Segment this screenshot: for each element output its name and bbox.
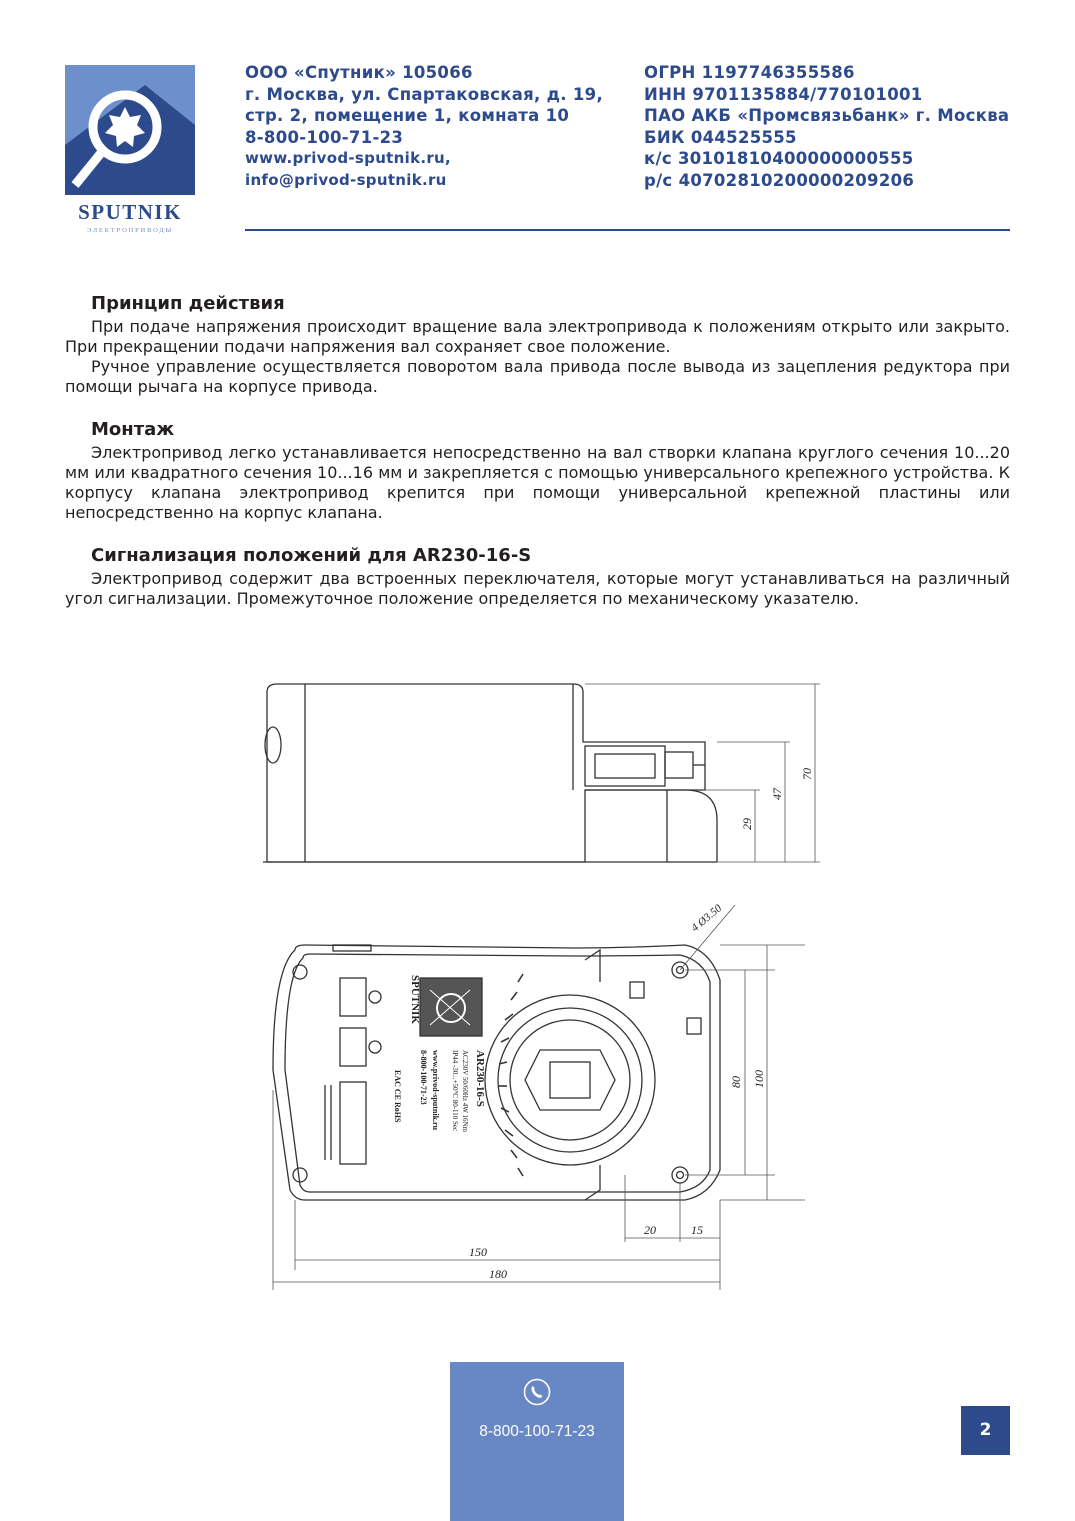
section-mounting (65, 417, 1010, 523)
requisite-line: ИНН 9701135884/770101001 (644, 84, 923, 104)
email-link[interactable]: info@privod-sputnik.ru (245, 170, 447, 189)
footer-phone-number[interactable]: 8-800-100-71-23 (479, 1423, 595, 1440)
logo-text: SPUTNIK (78, 200, 182, 224)
website-link[interactable]: www.privod-sputnik.ru, (245, 149, 452, 168)
requisite-line: к/с 30101810400000000555 (644, 149, 914, 169)
dim-20: 20 (644, 1223, 656, 1237)
dim-47: 47 (770, 788, 784, 800)
label-spec-1: AC230V 50/60Hz 4W 16Nm (461, 1050, 469, 1132)
requisite-line: р/с 40702810200000209206 (644, 170, 915, 190)
dim-hole-diameter: 4 Ø3.50 (689, 902, 725, 935)
dim-100: 100 (752, 1070, 766, 1088)
footer-phone-block (450, 1362, 624, 1521)
section-title: Принцип действия (91, 293, 285, 314)
address-line: ООО «Спутник» 105066 (245, 63, 473, 82)
requisite-line: БИК 044525555 (644, 127, 797, 147)
section-title: Монтаж (91, 419, 175, 440)
company-requisites (644, 62, 1009, 192)
section-title: Сигнализация положений для AR230-16-S (91, 545, 532, 566)
address-line: г. Москва, ул. Спартаковская, д. 19, (245, 84, 604, 104)
dim-180: 180 (489, 1267, 507, 1281)
section-principle (65, 291, 1010, 397)
dim-150: 150 (469, 1245, 487, 1259)
side-view-body (267, 684, 705, 862)
address-phone: 8-800-100-71-23 (245, 127, 404, 147)
dim-70: 70 (800, 768, 814, 780)
label-model: AR230-16-S (474, 1050, 486, 1107)
label-phone: 8-800-100-71-23 (419, 1050, 428, 1105)
header-divider (245, 229, 1010, 231)
logo-tagline: ЭЛЕКТРОПРИВОДЫ (87, 227, 173, 234)
page-number: 2 (961, 1406, 1010, 1455)
actuator-drawing (255, 670, 845, 1300)
dim-80: 80 (729, 1076, 743, 1088)
dim-15: 15 (691, 1223, 703, 1237)
company-address (245, 62, 603, 192)
label-spec-2: IP44 -30...+50°C 80-110 Sec (451, 1050, 459, 1132)
paragraph: Ручное управление осуществляется поворотом вала привода после вывода из зацепления редуктора при помощи рычага на корпусе привода. (65, 357, 1010, 396)
label-web: www.privod-sputnik.ru (431, 1050, 440, 1131)
requisite-line: ОГРН 1197746355586 (644, 63, 855, 82)
company-logo (65, 65, 195, 235)
label-certification: EAC CE RoHS (393, 1070, 402, 1123)
phone-icon (523, 1378, 551, 1406)
document-body (65, 291, 1010, 629)
label-brand: SPUTNIK (409, 975, 421, 1024)
requisite-line: ПАО АКБ «Промсвязьбанк» г. Москва (644, 106, 1010, 126)
paragraph: При подаче напряжения происходит вращение вала электропривода к положениям открыто или закрыто. При прекращении подачи напряжения вал сохраняет свое положение. (65, 317, 1010, 356)
section-signaling (65, 543, 1010, 609)
paragraph: Электропривод содержит два встроенных переключателя, которые могут устанавливаться на различный угол сигнализации. Промежуточное положение определяется по механическому указателю. (65, 569, 1010, 608)
paragraph: Электропривод легко устанавливается непосредственно на вал створки клапана круглого сечения 10...20 мм или квадратного сечения 10...16 мм и закрепляется с помощью универсального крепежного устройства. К корпусу клапана электропривод крепится при помощи универсальной крепежной пластины или непосредственно на корпус клапана. (65, 443, 1010, 522)
dim-29: 29 (740, 818, 754, 830)
address-line: стр. 2, помещение 1, комната 10 (245, 106, 570, 126)
